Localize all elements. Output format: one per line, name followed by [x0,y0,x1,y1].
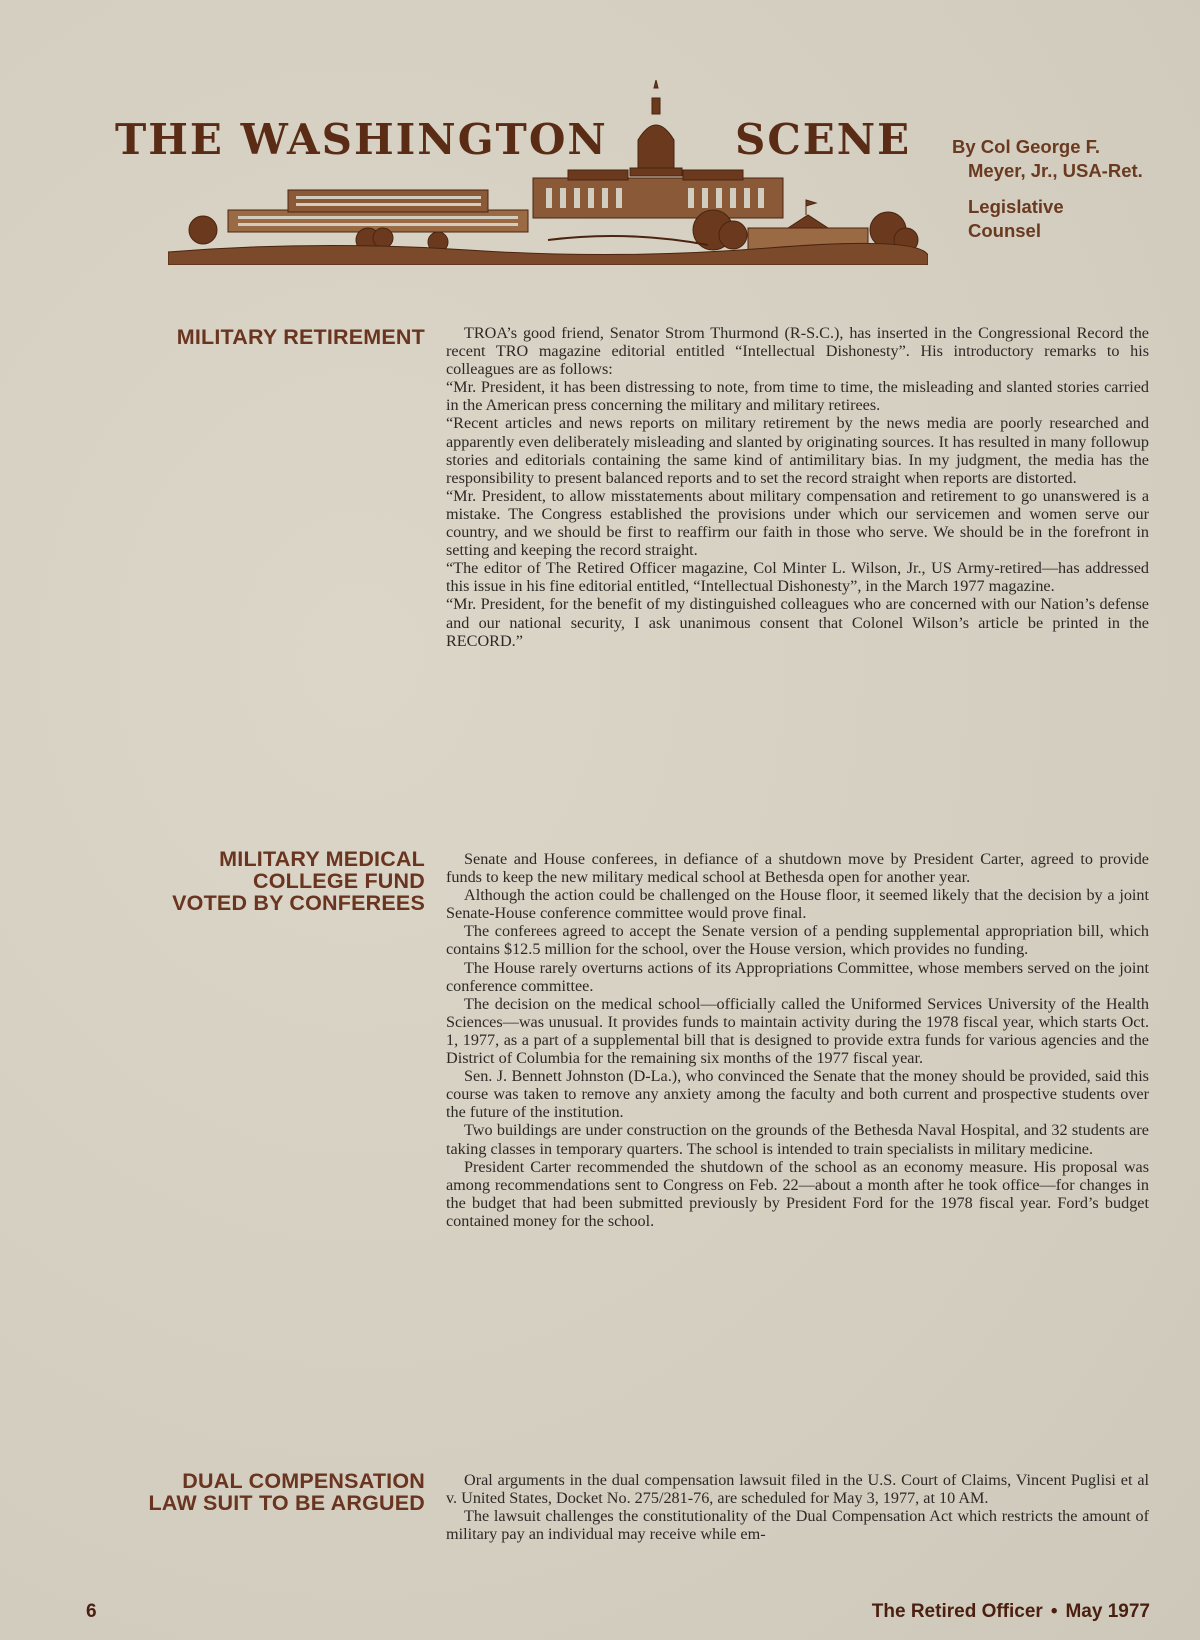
section-heading-line: COLLEGE FUND [252,869,425,893]
body-paragraph: “Mr. President, for the benefit of my distinguished colleagues who are concerned with our Nation’s defense and our national security, I ask unanimous consent that Colonel Wilson’s article be printed in the RECORD.” [446,595,1149,650]
body-paragraph: Sen. J. Bennett Johnston (D-La.), who convinced the Senate that the money should be provided, said this course was taken to remove any anxiety among the faculty and both current and prospective students over the future of the institution. [446,1067,1149,1122]
section-heading-medical-college [100,848,425,914]
body-paragraph: “The editor of The Retired Officer magazine, Col Minter L. Wilson, Jr., US Army-retired—has addressed this issue in his fine editorial entitled, “Intellectual Dishonesty”, in the March 1977 magazine. [446,559,1149,596]
issue-date: May 1977 [1065,1601,1150,1622]
byline-role-line1: Legislative [968,196,1064,217]
body-paragraph: President Carter recommended the shutdown of the school as an economy measure. His proposal was among recommendations sent to Congress on Feb. 22—about a month after he took office—for changes in the budget that had been submitted previously by President Ford for the 1978 fiscal year. Ford’s budget contained money for the school. [446,1157,1149,1230]
publication-name: The Retired Officer [871,1601,1043,1622]
section-heading-line: LAW SUIT TO BE ARGUED [148,1491,425,1515]
section-heading-military-retirement [100,326,425,348]
section-body-medical-college [446,850,1149,1230]
section-heading-line: MILITARY RETIREMENT [176,325,425,349]
byline [952,135,1192,243]
section-heading-line: DUAL COMPENSATION [182,1469,425,1493]
body-paragraph: The decision on the medical school—officially called the Uniformed Services University of the Health Sciences—was unusual. It provides funds to maintain activity during the 1978 fiscal year, which starts Oct. 1, 1977, as a part of a supplemental bill that is designed to provide extra funds for various agencies and the District of Columbia for the remaining six months of the 1977 fiscal year. [446,994,1149,1068]
body-paragraph: TROA’s good friend, Senator Strom Thurmond (R-S.C.), has inserted in the Congressional Record the recent TRO magazine editorial entitled “Intellectual Dishonesty”. His introductory remarks to his colleagues are as follows: [446,324,1149,379]
body-paragraph: The lawsuit challenges the constitutionality of the Dual Compensation Act which restricts the amount of military pay an individual may receive while em- [446,1507,1149,1544]
body-paragraph: “Recent articles and news reports on military retirement by the news media are poorly researched and apparently even deliberately misleading and slanted by originating sources. It has resulted in many followup stories and editorials containing the same kind of antimilitary bias. In my judgment, the media has the responsibility to present balanced reports and to set the record straight when reports are distorted. [446,414,1149,487]
body-paragraph: “Mr. President, it has been distressing to note, from time to time, the misleading and slanted stories carried in the American press concerning the military and military retirees. [446,378,1149,415]
section-heading-line: MILITARY MEDICAL [219,847,425,871]
byline-author-line1: By Col George F. [952,136,1101,157]
section-body-dual-compensation [446,1471,1149,1543]
body-paragraph: The conferees agreed to accept the Senate version of a pending supplemental appropriation bill, which contains $12.5 million for the school, over the House version, which provides no funding. [446,922,1149,959]
byline-role-line2: Counsel [968,220,1041,241]
body-paragraph: The House rarely overturns actions of its Appropriations Committee, whose members served on the joint conference committee. [446,958,1149,995]
body-paragraph: Although the action could be challenged on the House floor, it seemed likely that the decision by a joint Senate-House conference committee would prove final. [446,886,1149,923]
bullet-separator: • [1050,1601,1058,1622]
masthead-title-part1: THE WASHINGTON [115,115,608,164]
body-paragraph: Senate and House conferees, in defiance of a shutdown move by President Carter, agreed to provide funds to keep the new military medical school at Bethesda open for another year. [446,850,1149,887]
page-number: 6 [86,1601,97,1622]
section-body-military-retirement [446,324,1149,650]
section-heading-line: VOTED BY CONFEREES [172,891,425,915]
washington-skyline-illustration [168,80,928,265]
byline-author-line2: Meyer, Jr., USA-Ret. [968,160,1143,181]
body-paragraph: Oral arguments in the dual compensation lawsuit filed in the U.S. Court of Claims, Vincent Puglisi et al v. United States, Docket No. 275/281-76, are scheduled for May 3, 1977, at 10 AM. [446,1471,1149,1508]
section-heading-dual-compensation [100,1470,425,1514]
body-paragraph: Two buildings are under construction on the grounds of the Bethesda Naval Hospital, and 32 students are taking classes in temporary quarters. The school is intended to train specialists in military medicine. [446,1121,1149,1158]
publication-footer [872,1601,1150,1623]
body-paragraph: “Mr. President, to allow misstatements about military compensation and retirement to go unanswered is a mistake. The Congress established the provisions under which our servicemen and women serve our country, and we should be first to reaffirm our faith in those who serve. We should be in the forefront in setting and keeping the record straight. [446,486,1149,560]
masthead-title-part2: SCENE [735,115,912,164]
